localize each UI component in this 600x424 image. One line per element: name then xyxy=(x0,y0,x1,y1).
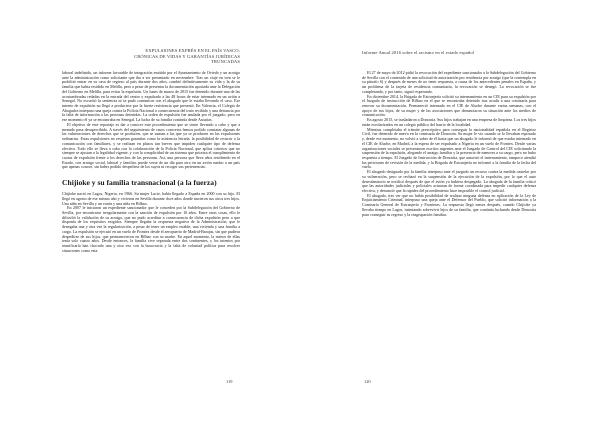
paragraph: El abogado designado por la familia interpuso ante el juzgado un recurso contra la medida cautelar por su vulneración, pero se rechazó en la suspensión de la ejecución de la expulsión, por lo que el auto desestimatorio se notificó después de que el avión ya hubiera despegado. La abogada de la familia criticó que las autoridades judiciales y policiales actuaran de forma coordinada para impedir cualquier defensa efectiva, y denunció que la rapidez del procedimiento hace imposible el control judicial. xyxy=(362,169,536,193)
running-head-right: Informe Anual 2016 sobre el racismo en el estado español xyxy=(362,50,475,55)
right-text-column xyxy=(362,71,536,217)
running-head-left xyxy=(116,48,240,65)
page-number-left: 119 xyxy=(226,379,233,384)
page-number-right: 120 xyxy=(364,379,371,384)
section-heading: Chijioke y su familia transnacional (a la fuerza) xyxy=(62,178,217,188)
running-head-line1: EXPULSIONES EXPRÉS EN EL PAÍS VASCO: xyxy=(145,48,240,53)
paragraph: El abogado, tras ver que no había posibilidad de realizar ninguna defensa en aplicación de la Ley de Enjuiciamiento Criminal, interpuso una queja ante el Defensor del Pueblo, que solicitó información a la Comisaría General de Extranjería y Fronteras. La respuesta llegó meses después, cuando Chijioke ya llevaba tiempo en Lagos, intentando sobrevivir lejos de su familia, que continúa luchando desde Donostia para conseguir su regreso y la reagrupación familiar. xyxy=(362,192,536,217)
paragraph: El 27 de mayo de 2012 pidió la revocación del expediente sancionador a la Subdelegación del Gobierno de Sevilla con el contenido de una solicitud de autorización por residencia por arraigo (que la contempla en su párrafo 6) y después de meses de no tener respuesta, a causa de los antecedentes penales en España, y un problema de la tarjeta de residencia comunitaria, la revocación se denegó. La revocación se fue completando, y por tanto, siguió esperando. xyxy=(362,70,536,94)
paragraph: En diciembre 2014, la Brigada de Extranjería solicitó su internamiento en un CIE para su expulsión por el Juzgado de instrucción de Bilbao en el que se encontraba detenido tras acudir a una comisaría para renovar su documentación. Permaneció internado en el CIE de Aluche durante varias semanas, con el apoyo de sus hijos, de su mujer y de las asociaciones que denunciaron su situación ante los medios de comunicación. xyxy=(362,93,536,118)
running-head-line2: CRÓNICAS DE VIDAS Y GARANTÍAS JURÍDICAS TRUNCADAS xyxy=(134,53,240,65)
paragraph: En agosto 2015, se trasladaron a Donostia. Sus hijos trabajan en una empresa de limpieza. Los tres hijos están escolarizados en un colegio público del barrio de la localidad. xyxy=(362,117,536,127)
paragraph: Mientras completaba el trámite prescriptivo para conseguir la nacionalidad española en el Registro Civil, fue detenido de nuevo en la comisaría de Donostia. Su mujer le vio cuando se lo llevaban esposado y, desde ese momento, no volvió a saber de él hasta que un abogado le informó de que estaba internado en el CIE de Aluche, en Madrid, a la espera de ser expulsado a Nigeria en un vuelo de Frontex. Desde varias organizaciones sociales se presentaron escritos urgentes ante el Juzgado de Control del CIE solicitando la suspensión de la expulsión, alegando el arraigo familiar y la presencia de menores a su cargo, pero no hubo respuesta a tiempo. El Juzgado de Instrucción de Donostia, que autorizó el internamiento, tampoco atendió las peticiones de revisión de la medida, y la Brigada de Extranjería no informó a la familia de la fecha del vuelo. xyxy=(362,126,536,170)
paragraph: En 2007 le iniciaron un expediente sancionador que le conceden por la Subdelegación del Gobierno de Sevilla, por encontrarse irregularmente con la sanción de expulsión por 10 años. Entre otras cosas, ello le dificultó la validación de su arraigo, que no pudo acreditar a consecuencia de dicha expulsión pese a que disponía de los requisitos exigidos. Siempre llegaba la respuesta negativa de la Administración, que le denegaba una y otra vez la regularización, a pesar de tener un empleo estable, una vivienda y una familia a cargo. La expulsión se ejecutó en un vuelo de Frontex desde el aeropuerto de Madrid-Barajas, sin que pudiera despedirse de sus hijos, que permanecieron en Bilbao con su madre. En aquel momento, la menor de ellas tenía solo cuatro años. Desde entonces, la familia vive separada entre dos continentes, y los intentos por reunificarla han chocado una y otra vez con la burocracia y la falta de voluntad política para resolver situaciones como esta. xyxy=(62,205,240,253)
paragraph: laboral indefinido, un informe favorable de integración emitido por el Ayuntamiento de Oviedo y un arraigo ante la administración como solicitante que iba a ser presentado en noviembre. Tras un viaje en tren se le prohibió entrar en su casa de regreso al país durante dos años, cambió definitivamente su vida y la de su familia que había residido en Melilla, pero a pesar de presentar la documentación aportada ante la Delegación del Gobierno en Melilla, para evitar la expulsión. Un lunes de marzo de 2015 fue detenido durante una de las acostumbradas redadas en la entrada del centro y expulsado a las 48 horas de estar internado en un avión a Senegal. No escuchó la sentencia ni se pudo comunicar con el abogado que le estaba llevando el caso. Ese intento de expulsión no llegó a producirse por la fuerte resistencia que presentó. En Valencia, el Colegio de Abogados interpuso una queja contra la Policía Nacional a consecuencia del trato recibido y una denuncia por la falta de información a las personas detenidas. La orden de expulsión fue anulada por el juzgado, pero en ese momento él ya se encontraba en Senegal. La lucha de su familia continúa desde Asturias. xyxy=(62,70,240,123)
left-text-column xyxy=(62,71,240,253)
right-page xyxy=(300,0,600,424)
paragraph: El objetivo de este reportaje es dar a conocer este procedimiento que se viene llevando a cabo y que a menudo pasa desapercibido. A través del seguimiento de casos concretos hemos podido constatar algunas de las vulneraciones de derechos que se producen, que se suman a las que ya se producen en las expulsiones ordinarias. Estas expulsiones no respetan garantías como la asistencia letrada, la posibilidad de recurrir o la comunicación con familiares, y se realizan en plazos tan breves que impiden cualquier tipo de defensa efectiva. Todo ello se lleva a cabo con la colaboración de la Policía Nacional, que aplica criterios que no siempre se ajustan a la legalidad vigente, y con la complicidad de un sistema que prioriza el cumplimiento de cuotas de expulsión frente a los derechos de las personas. Así, una persona que lleva años residiendo en el Estado, con arraigo social, laboral y familiar, puede verse de un día para otro en un avión rumbo a un país que apenas conoce, sin haber podido despedirse de los suyos ni recoger sus pertenencias. xyxy=(62,121,240,170)
paragraph: Chijioke nació en Lagos, Nigeria, en 1966. Su mujer Lucie, había llegado a España en 2000 con su hijo. El llegó en agosto de ese mismo año y vivieron en Sevilla durante doce años donde nacieron sus otros tres hijos. Una niña en Sevilla y un varón y una niña en Bilbao. xyxy=(62,191,240,206)
